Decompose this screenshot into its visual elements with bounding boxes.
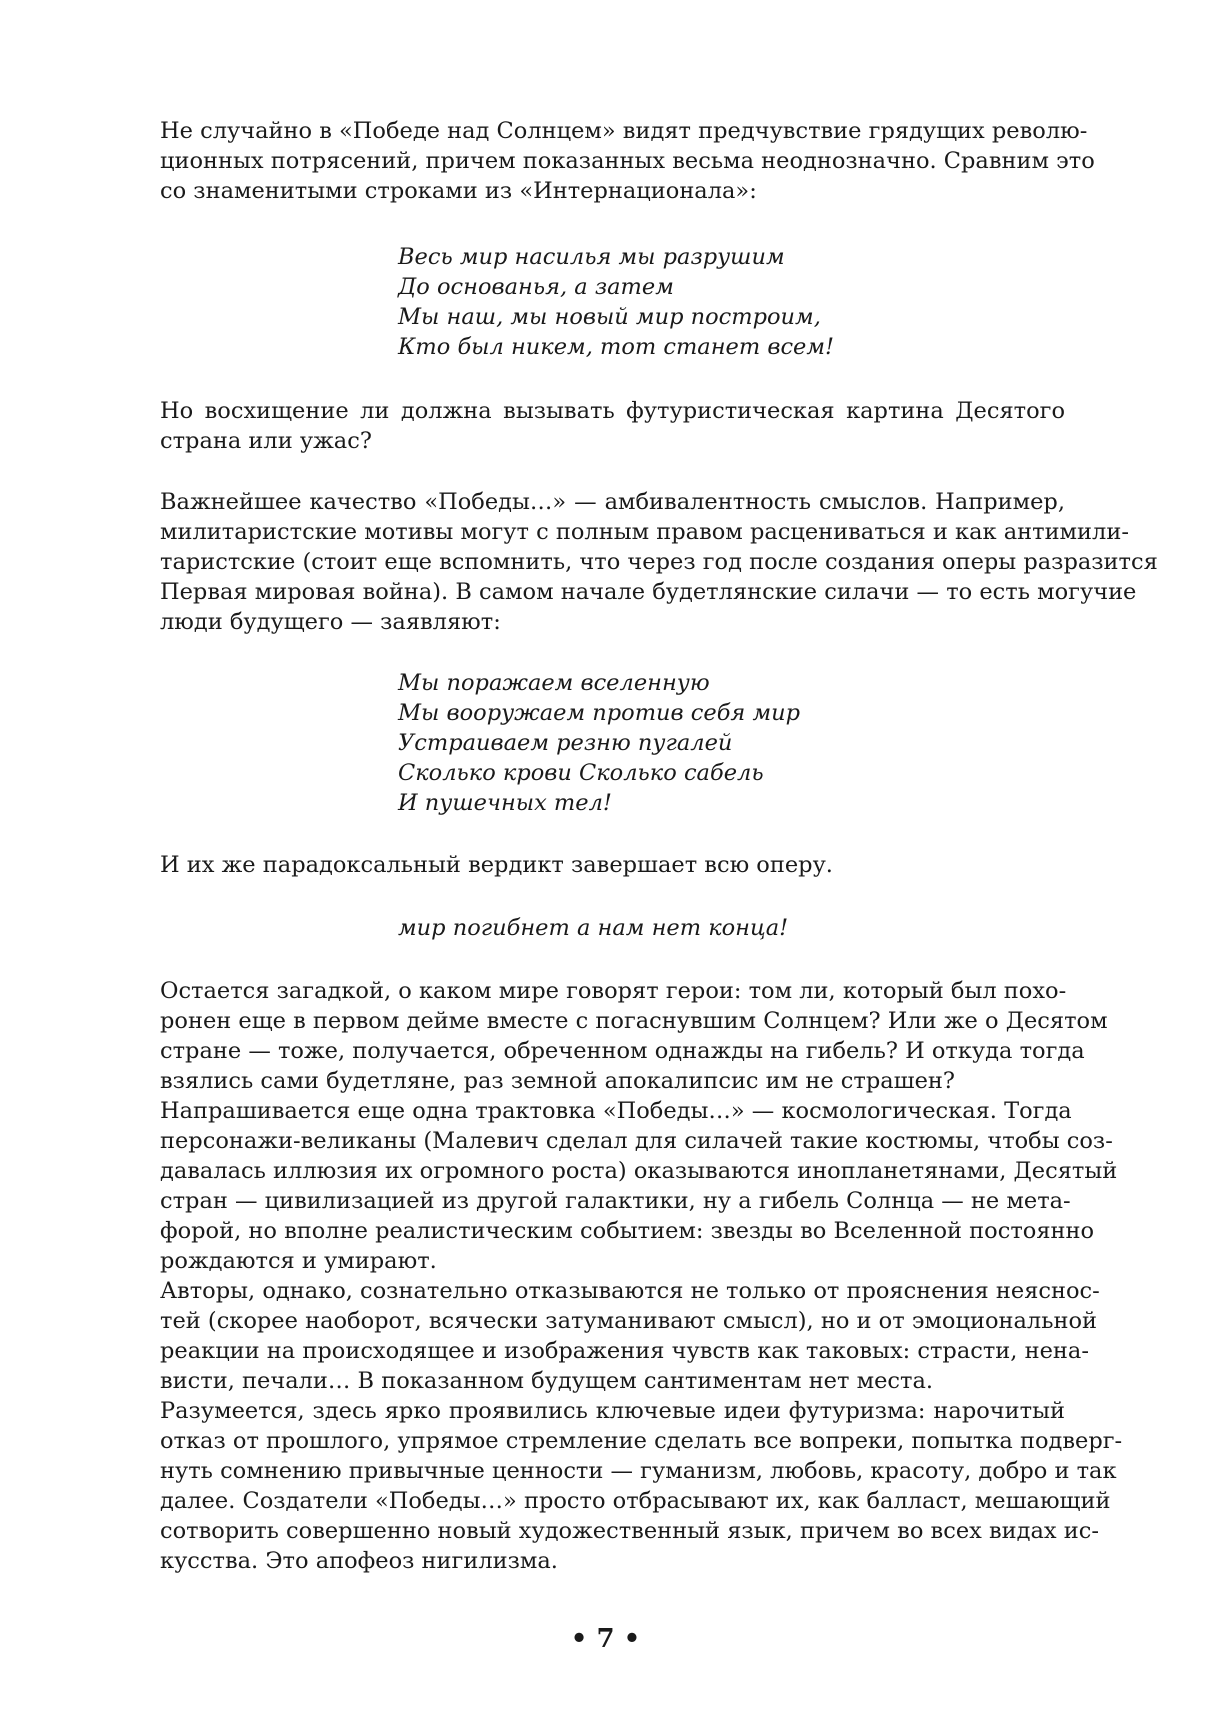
verse-line: Мы наш, мы новый мир построим, — [398, 304, 821, 330]
body-text-line: со знаменитыми строками из «Интернационала»: — [160, 178, 757, 204]
body-text-line: кусства. Это апофеоз нигилизма. — [160, 1548, 558, 1574]
body-text-line: люди будущего — заявляют: — [160, 609, 501, 635]
body-text-line: сотворить совершенно новый художественный язык, причем во всех видах ис- — [160, 1518, 1099, 1544]
body-text-line: отказ от прошлого, упрямое стремление сделать все вопреки, попытка подверг- — [160, 1428, 1123, 1454]
verse-line: Мы вооружаем против себя мир — [398, 700, 801, 726]
body-text-line: стране — тоже, получается, обреченном однажды на гибель? И откуда тогда — [160, 1038, 1085, 1064]
verse-line: мир погибнет а нам нет конца! — [398, 915, 789, 941]
body-text-line: взялись сами будетляне, раз земной апокалипсис им не страшен? — [160, 1068, 955, 1094]
body-text-line: милитаристские мотивы могут с полным правом расцениваться и как антимили- — [160, 519, 1129, 545]
verse-line: До основанья, а затем — [398, 274, 674, 300]
body-text-line: Разумеется, здесь ярко проявились ключевые идеи футуризма: нарочитый — [160, 1398, 1065, 1424]
body-text-line: далее. Создатели «Победы…» просто отбрасывают их, как балласт, мешающий — [160, 1488, 1111, 1514]
verse-line: Сколько крови Сколько сабель — [398, 760, 764, 786]
body-text-line: Напрашивается еще одна трактовка «Победы…» — космологическая. Тогда — [160, 1098, 1072, 1124]
body-text-line: рождаются и умирают. — [160, 1248, 437, 1274]
body-text-line: ронен еще в первом дейме вместе с погаснувшим Солнцем? Или же о Десятом — [160, 1008, 1108, 1034]
verse-line: Устраиваем резню пугалей — [398, 730, 733, 756]
body-text-line: И их же парадоксальный вердикт завершает всю оперу. — [160, 852, 833, 878]
body-text-line: Остается загадкой, о каком мире говорят герои: том ли, который был похо- — [160, 978, 1067, 1004]
body-text-line: страна или ужас? — [160, 428, 372, 454]
body-text-line: таристские (стоит еще вспомнить, что через год после создания оперы разразится — [160, 549, 1158, 575]
verse-line: Кто был никем, тот станет всем! — [398, 334, 835, 360]
body-text-line: Но восхищение ли должна вызывать футуристическая картина Десятого — [160, 398, 1065, 424]
body-text-line: Авторы, однако, сознательно отказываются не только от прояснения неяснос- — [160, 1278, 1100, 1304]
body-text-line: персонажи-великаны (Малевич сделал для силачей такие костюмы, чтобы соз- — [160, 1128, 1113, 1154]
body-text-line: Первая мировая война). В самом начале будетлянские силачи — то есть могучие — [160, 579, 1137, 605]
body-text-line: давалась иллюзия их огромного роста) оказываются инопланетянами, Десятый — [160, 1158, 1118, 1184]
body-text-line: реакции на происходящее и изображения чувств как таковых: страсти, нена- — [160, 1338, 1089, 1364]
verse-line: И пушечных тел! — [398, 790, 612, 816]
body-text-line: тей (скорее наоборот, всячески затуманивают смысл), но и от эмоциональной — [160, 1308, 1097, 1334]
verse-line: Весь мир насилья мы разрушим — [398, 244, 785, 270]
verse-line: Мы поражаем вселенную — [398, 670, 710, 696]
body-text-line: стран — цивилизацией из другой галактики, ну а гибель Солнца — не мета- — [160, 1188, 1071, 1214]
body-text-line: Важнейшее качество «Победы…» — амбивалентность смыслов. Например, — [160, 489, 1065, 515]
body-text-line: Не случайно в «Победе над Солнцем» видят предчувствие грядущих револю- — [160, 118, 1088, 144]
body-text-line: форой, но вполне реалистическим событием: звезды во Вселенной постоянно — [160, 1218, 1095, 1244]
body-text-line: висти, печали… В показанном будущем сантиментам нет места. — [160, 1368, 934, 1394]
body-text-line: нуть сомнению привычные ценности — гуманизм, любовь, красоту, добро и так — [160, 1458, 1117, 1484]
page-number: • 7 • — [570, 1624, 641, 1654]
body-text-line: ционных потрясений, причем показанных весьма неоднозначно. Сравним это — [160, 148, 1095, 174]
